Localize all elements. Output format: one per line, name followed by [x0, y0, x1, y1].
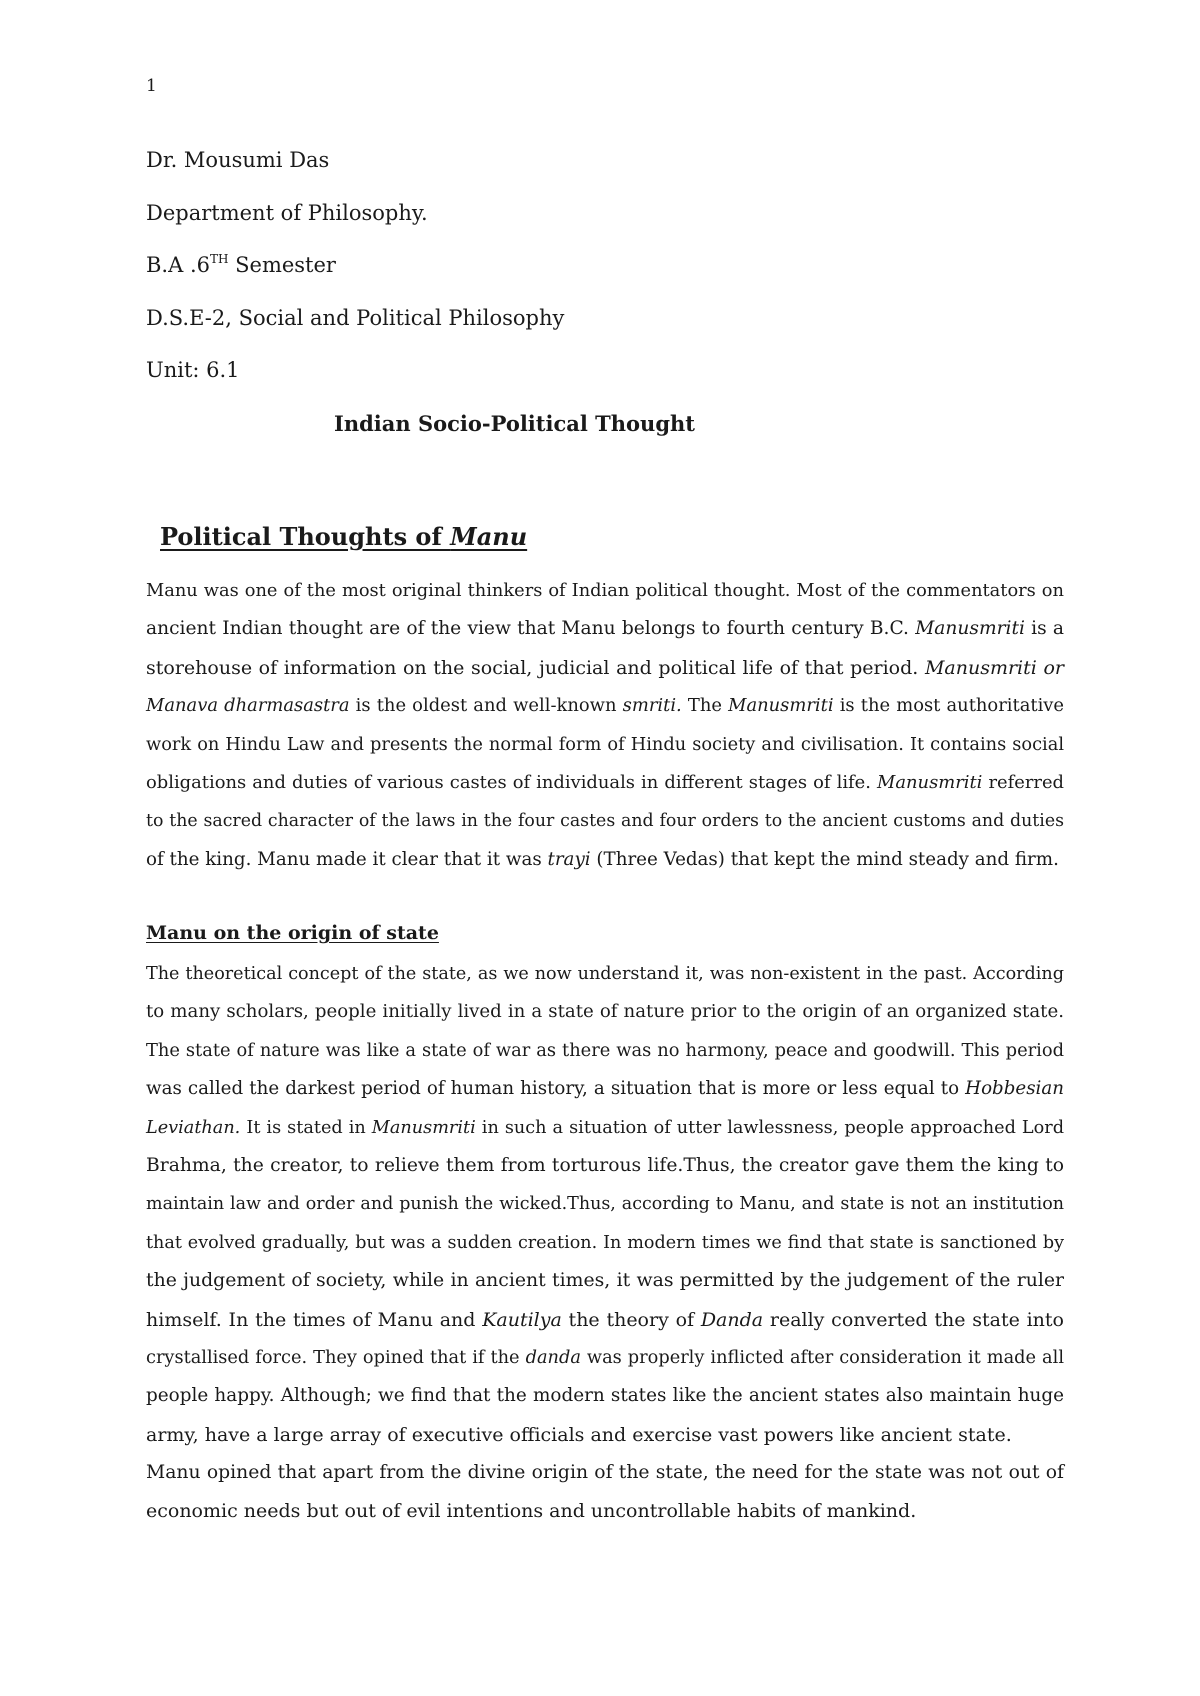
class-prefix: B.A .6 [146, 253, 210, 277]
subsection-heading: Manu on the origin of state [146, 922, 439, 944]
paragraph-line: to many scholars, people initially lived in a state of nature prior to the origin of an organized state. [146, 1001, 1064, 1023]
paragraph-line: to the sacred character of the laws in the four castes and four orders to the ancient customs and duties [146, 811, 1064, 832]
paragraph-line: people happy. Although; we find that the modern states like the ancient states also maintain huge [146, 1385, 1064, 1407]
page-number: 1 [146, 76, 157, 96]
unit-line: Unit: 6.1 [146, 358, 240, 382]
paragraph-line: obligations and duties of various castes of individuals in different stages of life. Manusmriti referred [146, 772, 1064, 794]
author-name: Dr. Mousumi Das [146, 148, 330, 172]
paragraph-line: the judgement of society, while in ancient times, it was permitted by the judgement of the ruler [146, 1270, 1064, 1292]
paragraph-line: army, have a large array of executive officials and exercise vast powers like ancient state. [146, 1423, 1012, 1446]
paragraph-line: Brahma, the creator, to relieve them from torturous life.Thus, the creator gave them the king to [146, 1155, 1064, 1177]
paragraph-line: of the king. Manu made it clear that it was trayi (Three Vedas) that kept the mind steady and firm. [146, 848, 1059, 870]
class-suffix: Semester [228, 253, 336, 277]
section-title-italic: Manu [450, 522, 528, 551]
paragraph-line: maintain law and order and punish the wicked.Thus, according to Manu, and state is not an institution [146, 1194, 1064, 1215]
class-superscript: TH [209, 252, 229, 266]
paragraph-line: ancient Indian thought are of the view that Manu belongs to fourth century B.C. Manusmriti is a [146, 618, 1064, 640]
origin-of-state-paragraph [146, 955, 1064, 1454]
paragraph-line: Leviathan. It is stated in Manusmriti in such a situation of utter lawlessness, people approached Lord [146, 1117, 1064, 1138]
paragraph-line: economic needs but out of evil intentions and uncontrollable habits of mankind. [146, 1500, 917, 1523]
paragraph-line: himself. In the times of Manu and Kautilya the theory of Danda really converted the state into [146, 1308, 1064, 1331]
paper-line: D.S.E-2, Social and Political Philosophy [146, 306, 565, 330]
paragraph-line: Manava dharmasastra is the oldest and well-known smriti. The Manusmriti is the most authoritative [146, 695, 1065, 717]
semester-line [146, 253, 336, 277]
intro-paragraph [146, 572, 1064, 879]
paragraph-line: The theoretical concept of the state, as we now understand it, was non-existent in the past. According [146, 964, 1064, 984]
section-title: Political Thoughts of Manu [160, 522, 528, 551]
paragraph-line: crystallised force. They opined that if the danda was properly inflicted after consideration it made all [146, 1348, 1064, 1369]
paragraph-line: was called the darkest period of human history, a situation that is more or less equal to Hobbesian [146, 1078, 1064, 1100]
closing-paragraph [146, 1454, 1064, 1531]
paragraph-line: Manu opined that apart from the divine origin of the state, the need for the state was not out of [146, 1462, 1064, 1483]
department-line: Department of Philosophy. [146, 201, 428, 225]
paragraph-line: Manu was one of the most original thinkers of Indian political thought. Most of the commentators on [146, 580, 1064, 601]
paragraph-line: storehouse of information on the social, judicial and political life of that period. Manusmriti or [146, 656, 1064, 679]
paragraph-line: that evolved gradually, but was a sudden creation. In modern times we find that state is sanctioned by [146, 1232, 1064, 1253]
paragraph-line: work on Hindu Law and presents the normal form of Hindu society and civilisation. It contains social [146, 733, 1064, 755]
document-title: Indian Socio-Political Thought [334, 411, 695, 436]
paragraph-line: The state of nature was like a state of war as there was no harmony, peace and goodwill. This period [146, 1039, 1064, 1061]
